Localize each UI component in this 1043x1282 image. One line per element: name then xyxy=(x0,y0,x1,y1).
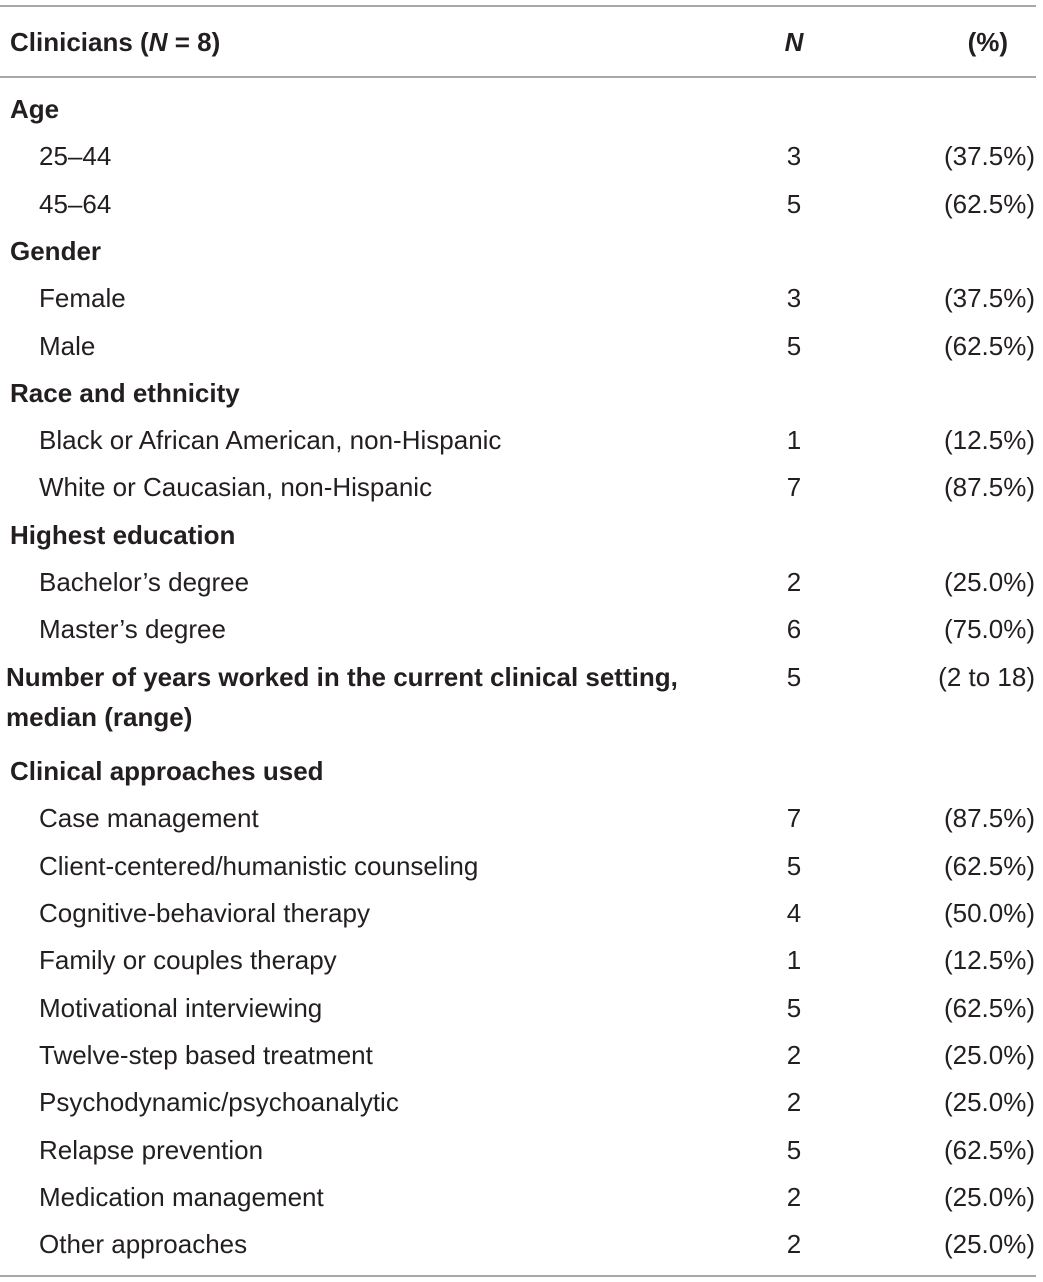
category-row xyxy=(0,231,1043,278)
table-row xyxy=(0,893,1043,940)
row-label: Male xyxy=(39,331,96,361)
row-label: Medication management xyxy=(39,1182,324,1212)
table-row xyxy=(0,1130,1043,1177)
category-label: Highest education xyxy=(10,520,236,550)
category-row xyxy=(0,373,1043,420)
row-label: Family or couples therapy xyxy=(39,945,337,975)
row-label: Case management xyxy=(39,803,259,833)
category-label: Gender xyxy=(10,236,102,266)
row-percent-value: (37.5%) xyxy=(943,283,1035,313)
row-label: Other approaches xyxy=(39,1229,248,1259)
row-n-value: 3 xyxy=(786,141,802,171)
table-header-rule xyxy=(0,76,1036,78)
row-n-value: 5 xyxy=(786,189,802,219)
row-label: 45–64 xyxy=(39,189,112,219)
row-percent-value: (25.0%) xyxy=(943,1182,1035,1212)
category-label: Clinical approaches used xyxy=(10,756,324,786)
row-percent-value: (87.5%) xyxy=(943,803,1035,833)
row-label: White or Caucasian, non-Hispanic xyxy=(39,472,433,502)
row-n-value: 1 xyxy=(786,425,802,455)
row-label: Bachelor’s degree xyxy=(39,567,250,597)
row-n-value: 2 xyxy=(786,567,802,597)
row-percent-value: (25.0%) xyxy=(943,1040,1035,1070)
table-top-rule xyxy=(0,5,1036,7)
category-row xyxy=(0,515,1043,562)
table-row xyxy=(0,1224,1043,1271)
category-row xyxy=(0,751,1043,798)
row-n-value: 5 xyxy=(786,662,802,692)
table-header-row xyxy=(0,22,1043,62)
row-n-value: 3 xyxy=(786,283,802,313)
row-n-value: 5 xyxy=(786,851,802,881)
table-row xyxy=(0,846,1043,893)
row-percent-value: (25.0%) xyxy=(943,567,1035,597)
table-row xyxy=(0,657,1043,751)
row-percent-value: (12.5%) xyxy=(943,945,1035,975)
row-n-value: 7 xyxy=(786,803,802,833)
row-n-value: 2 xyxy=(786,1229,802,1259)
row-n-value: 4 xyxy=(786,898,802,928)
row-n-value: 2 xyxy=(786,1040,802,1070)
table-row xyxy=(0,184,1043,231)
row-label: Black or African American, non-Hispanic xyxy=(39,425,502,455)
row-percent-value: (75.0%) xyxy=(943,614,1035,644)
table-row xyxy=(0,562,1043,609)
table-row xyxy=(0,1177,1043,1224)
category-row xyxy=(0,89,1043,136)
header-label-prefix: Clinicians ( xyxy=(10,27,149,57)
row-percent-value: (62.5%) xyxy=(943,1135,1035,1165)
row-percent-value: (87.5%) xyxy=(943,472,1035,502)
row-n-value: 5 xyxy=(786,1135,802,1165)
row-n-value: 2 xyxy=(786,1087,802,1117)
header-label-n: N xyxy=(148,27,168,57)
row-percent-value: (25.0%) xyxy=(943,1229,1035,1259)
table-row xyxy=(0,420,1043,467)
row-percent-value: (62.5%) xyxy=(943,189,1035,219)
row-label: 25–44 xyxy=(39,141,112,171)
row-label: Motivational interviewing xyxy=(39,993,323,1023)
row-percent-value: (12.5%) xyxy=(943,425,1035,455)
row-percent-value: (62.5%) xyxy=(943,851,1035,881)
row-percent-value: (62.5%) xyxy=(943,993,1035,1023)
row-n-value: 2 xyxy=(786,1182,802,1212)
table-row xyxy=(0,940,1043,987)
table-row xyxy=(0,326,1043,373)
table-row xyxy=(0,136,1043,183)
table-row xyxy=(0,798,1043,845)
row-n-value: 1 xyxy=(786,945,802,975)
table-row xyxy=(0,609,1043,656)
table-row xyxy=(0,278,1043,325)
row-n-value: 6 xyxy=(786,614,802,644)
row-n-value: 5 xyxy=(786,331,802,361)
row-label: Psychodynamic/psychoanalytic xyxy=(39,1087,399,1117)
row-label: Number of years worked in the current clinical setting, median (range) xyxy=(6,662,678,732)
row-label: Twelve-step based treatment xyxy=(39,1040,373,1070)
row-percent-value: (62.5%) xyxy=(943,331,1035,361)
category-label: Age xyxy=(10,94,60,124)
table-row xyxy=(0,1082,1043,1129)
row-label: Relapse prevention xyxy=(39,1135,264,1165)
category-label: Race and ethnicity xyxy=(10,378,240,408)
row-percent-value: (25.0%) xyxy=(943,1087,1035,1117)
row-percent-value: (50.0%) xyxy=(943,898,1035,928)
row-percent-value: (2 to 18) xyxy=(938,662,1035,692)
row-label: Client-centered/humanistic counseling xyxy=(39,851,479,881)
row-label: Cognitive-behavioral therapy xyxy=(39,898,370,928)
row-n-value: 7 xyxy=(786,472,802,502)
row-label: Female xyxy=(39,283,126,313)
table-row xyxy=(0,988,1043,1035)
row-label: Master’s degree xyxy=(39,614,226,644)
table-row xyxy=(0,1035,1043,1082)
row-n-value: 5 xyxy=(786,993,802,1023)
header-percent: (%) xyxy=(967,27,1008,57)
table-row xyxy=(0,467,1043,514)
row-percent-value: (37.5%) xyxy=(943,141,1035,171)
header-label-suffix: = 8) xyxy=(167,27,221,57)
table-bottom-rule xyxy=(0,1275,1036,1277)
header-clinicians-label xyxy=(10,22,220,62)
header-n: N xyxy=(784,27,804,57)
